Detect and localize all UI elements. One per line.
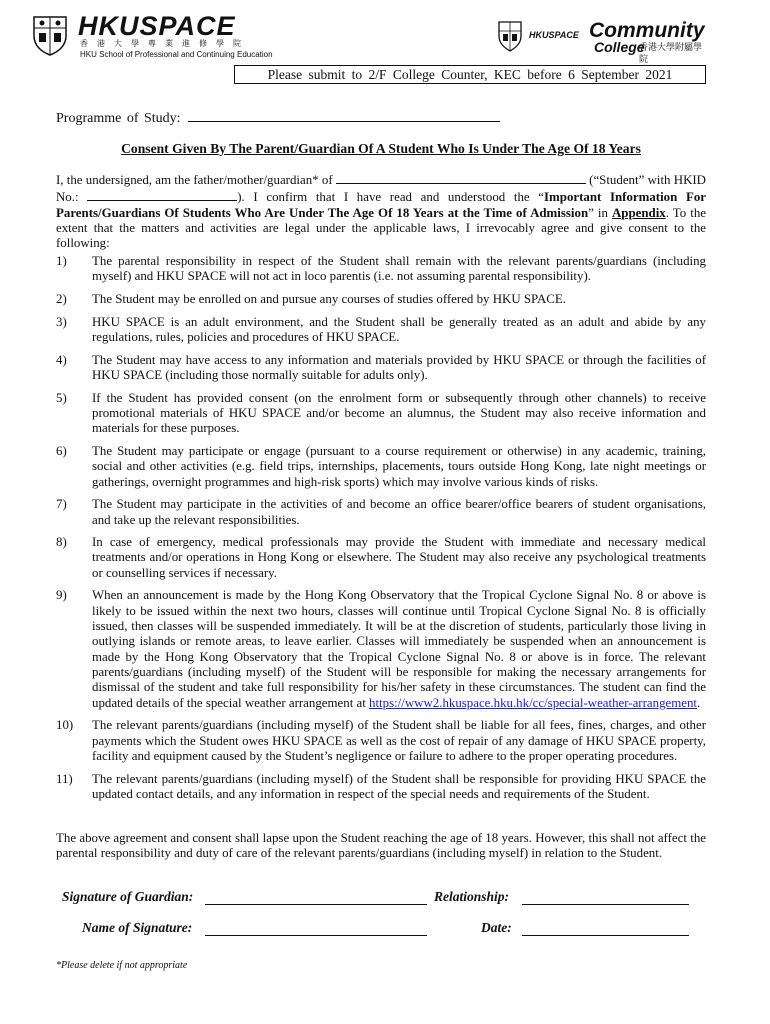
clause-item [56,497,706,528]
closing-paragraph: The above agreement and consent shall lapse upon the Student reaching the age of 18 years. However, this shall not affect the parental responsibility and duty of care of the relevant parents/guardians (including myself) in relation to the Student. [56,831,706,861]
clause-number: 5) [56,390,67,405]
name-of-signature-label: Name of Signature: [82,920,193,935]
clause-item [56,444,706,490]
date-field[interactable] [522,934,689,936]
student-name-field[interactable] [336,171,586,184]
clause-item [56,254,706,285]
clause-number: 4) [56,352,67,367]
page-header [0,0,770,65]
intro-paragraph [56,171,706,251]
clause-number: 10) [56,718,74,733]
clause-text: The relevant parents/guardians (including myself) of the Student shall be liable for all fees, fines, charges, and other payments which the Student owes HKU SPACE as well as the cost of repair of any damage of HKU SPACE property, facility and equipment caused by the Student’s negligence or failure to adhere to the proper operating procedures. [92,718,706,763]
intro-text: ). I confirm that I have read and understood the “ [237,190,545,205]
clause-item [56,353,706,384]
clause-item [56,588,706,710]
important-info-reference: Important Information For Parents/Guardians Of Students Who Are Under The Age Of 18 Years at the Time of Admission [56,190,706,220]
clause-text: The Student may participate or engage (pursuant to a course requirement or otherwise) in any academic, training, social and other activities (e.g. field trips, internships, placements, tours outside Hong Kong, late night meetings or gatherings, overnight programmes and high-risk sports) which may involve various kinds of risks. [92,443,706,489]
clause-item [56,391,706,437]
hkuspace-english-name: HKU School of Professional and Continuing Education [80,50,273,59]
clause-number: 3) [56,314,67,329]
page-title: Consent Given By The Parent/Guardian Of A Student Who Is Under The Age Of 18 Years [121,141,641,156]
appendix-reference: Appendix [611,205,666,220]
intro-text: ” in [588,205,612,220]
clause-text: The Student may participate in the activities of and become an office bearer/office bearers of student organisations, and take up the relevant responsibilities. [92,497,706,527]
community-college-logo [497,19,705,65]
hkid-field[interactable] [87,188,237,201]
clause-item [56,772,706,803]
clause-item [56,292,706,307]
intro-text: HKID No.: [56,173,706,205]
college-wordmark: College [594,39,645,55]
hkuspace-brand: HKUSPACE [78,11,236,41]
clause-text: The Student may have access to any information and materials provided by HKU SPACE or through the facilities of HKU SPACE (including those normally suitable for adults only). [92,352,706,382]
clause-number: 2) [56,291,67,306]
clause-number: 11) [56,771,73,786]
college-crest-icon [497,20,523,52]
programme-of-study [56,109,500,128]
programme-field[interactable] [188,109,500,122]
hku-crest-icon [30,14,70,56]
date-label: Date: [481,920,512,935]
submit-notice: Please submit to 2/F College Counter, KEC before 6 September 2021 [234,65,706,84]
programme-label: Programme of Study: [56,111,181,126]
college-chinese-name: 香港大學附屬學院 [639,43,703,65]
clause-text: HKU SPACE is an adult environment, and the Student shall be generally treated as an adult and abide by any regulations, rules, policies and procedures of HKU SPACE. [92,314,706,344]
clause-number: 8) [56,535,67,550]
intro-text: I, the undersigned, am the father/mother/guardian* of [56,173,333,187]
weather-arrangement-link[interactable]: https://www2.hkuspace.hku.hk/cc/special-weather-arrangement [369,695,698,710]
relationship-label: Relationship: [434,889,510,904]
clause-item [56,718,706,764]
clause-text: In case of emergency, medical professionals may provide the Student with immediate and necessary medical treatments and/or operations in Hong Kong or elsewhere. The Student may also receive any psychological treatments or counselling services if necessary. [92,535,706,580]
clause-text: The Student may be enrolled on and pursue any courses of studies offered by HKU SPACE. [92,291,567,306]
clause-text: The parental responsibility in respect of the Student shall remain with the relevant parents/guardians (including myself) and HKU SPACE will not act in loco parentis (i.e. not assuming parental responsibility). [92,254,706,284]
clause-item [56,535,706,581]
clause-text: If the Student has provided consent (on the enrolment form or subsequently through other channels) to receive promotional materials of HKU SPACE and/or become an alumnus, the Student may also receive information and materials for these purposes. [92,390,706,436]
intro-text: . To the extent that the matters and activities are legal under the applicable laws, I irrevocably agree and give consent to the following: [56,205,706,251]
intro-text: (“Student” with [589,173,671,187]
clause-item [56,315,706,346]
relationship-field[interactable] [522,903,689,905]
clause-text [92,588,706,710]
clause-number: 7) [56,497,67,512]
clause-number: 6) [56,443,67,458]
guardian-signature-label: Signature of Guardian: [62,889,194,904]
hkuspace-chinese-name: 香港大學專業進修學院 [80,39,250,48]
footnote: *Please delete if not appropriate [56,960,188,971]
community-wordmark: Community [589,19,705,42]
clause-number: 1) [56,254,67,268]
hkuspace-logo [30,11,273,60]
clause-text-body: When an announcement is made by the Hong Kong Observatory that the Tropical Cyclone Signal No. 8 or above is likely to be issued within the next two hours, classes will continue until Tropical Cyclone Signal No. 8 is officially issued, then classes will be suspended immediately. It will be at the discretion of students, particularly those living in outlying islands or remote areas, to leave earlier. Classes will immediately be suspended when an announcement is made by the Hong Kong Observatory that the Tropical Cyclone Signal No. 8 or above is in force. The relevant parents/guardians (including myself) of the Student will be responsible for making the necessary arrangements for dismissal of the student and take full responsibility for his/her safety in these circumstances. The student can find the updated details of the special weather arrangement at [92,588,706,710]
name-of-signature-field[interactable] [205,934,427,936]
hkuspace-small-brand: HKUSPACE [529,30,579,40]
clause-number: 9) [56,588,67,603]
consent-clauses [56,254,706,810]
guardian-signature-field[interactable] [205,903,427,905]
clause-text: The relevant parents/guardians (including myself) of the Student shall be responsible for providing HKU SPACE the updated contact details, and any information in respect of the special needs and requirements of the Student. [92,771,706,801]
clause-text-end: . [697,695,701,710]
